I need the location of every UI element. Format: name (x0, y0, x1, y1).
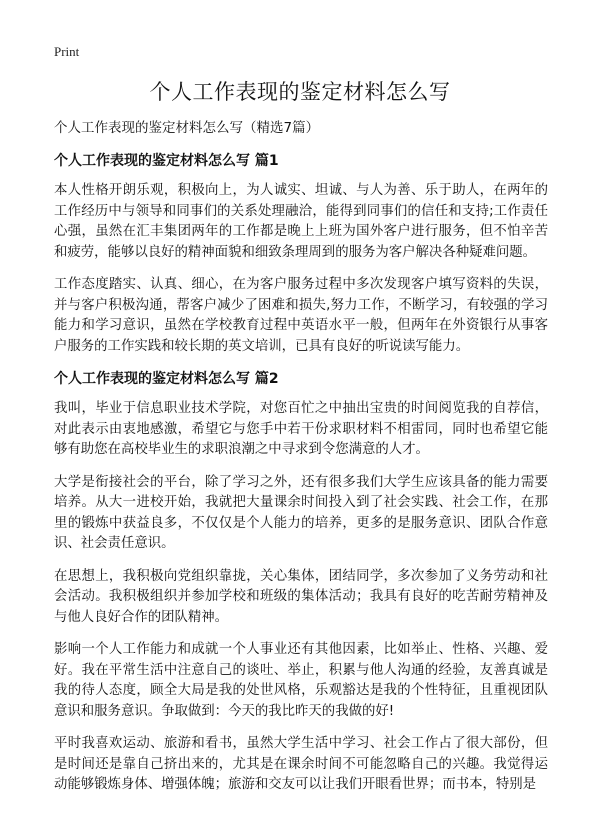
paragraph: 我叫，毕业于信息职业技术学院，对您百忙之中抽出宝贵的时间阅览我的自荐信，对此表示由衷地感激，希望它与您手中若干份求职材料不相雷同，同时也希望它能够有助您在高校毕业生的求职浪潮之中寻求到令您满意的人才。 (54, 401, 548, 457)
section-heading: 个人工作表现的鉴定材料怎么写 篇1 (54, 153, 279, 169)
document-title: 个人工作表现的鉴定材料怎么写 (149, 80, 451, 104)
paragraph: 在思想上，我积极向党组织靠拢，关心集体，团结同学，多次参加了义务劳动和社会活动。我积极组织并参加学校和班级的集体活动；我具有良好的吃苦耐劳精神及与他人良好合作的团队精神。 (54, 568, 548, 625)
section-1 (54, 151, 548, 357)
section-heading: 个人工作表现的鉴定材料怎么写 篇2 (54, 371, 279, 387)
document-intro: 个人工作表现的鉴定材料怎么写（精选7篇） (54, 120, 320, 136)
paragraph: 本人性格开朗乐观，积极向上，为人诚实、坦诚、与人为善、乐于助人，在两年的工作经历中与领导和同事们的关系处理融洽，能得到同事们的信任和支持;工作责任心强，虽然在汇丰集团两年的工作都是晚上上班为国外客户进行服务，但不怕辛苦和疲劳，能够以良好的精神面貌和细致条理周到的服务为客户解决各种疑难问题。 (54, 183, 548, 260)
document-body (54, 118, 548, 808)
paragraph: 影响一个人工作能力和成就一个人事业还有其他因素，比如举止、性格、兴趣、爱好。我在平常生活中注意自己的谈吐、举止，积累与他人沟通的经验，友善真诚是我的待人态度，顾全大局是我的处世风格，乐观豁达是我的个性特征，且重视团队意识和服务意识。争取做到：今天的我比昨天的我做的好! (54, 642, 548, 719)
print-label: Print (54, 44, 80, 59)
paragraph: 大学是衔接社会的平台，除了学习之外，还有很多我们大学生应该具备的能力需要培养。从大一进校开始，我就把大量课余时间投入到了社会实践、社会工作，在那里的锻炼中获益良多，不仅仅是个人能力的培养，更多的是服务意识、团队合作意识、社会责任意识。 (54, 474, 548, 551)
paragraph: 平时我喜欢运动、旅游和看书，虽然大学生活中学习、社会工作占了很大部份，但是时间还是靠自己挤出来的，尤其是在课余时间不可能忽略自己的兴趣。我觉得运动能够锻炼身体、增强体魄；旅游和交友可以让我们开眼看世界；而书本，特别是 (54, 736, 548, 792)
section-2 (54, 369, 548, 796)
paragraph: 工作态度踏实、认真、细心，在为客户服务过程中多次发现客户填写资料的失误，并与客户积极沟通，帮客户减少了困难和损失,努力工作，不断学习，有较强的学习能力和学习意识，虽然在学校教育过程中英语水平一般，但两年在外资银行从事客户服务的工作实践和较长期的英文培训，已具有良好的听说读写能力。 (54, 277, 548, 354)
